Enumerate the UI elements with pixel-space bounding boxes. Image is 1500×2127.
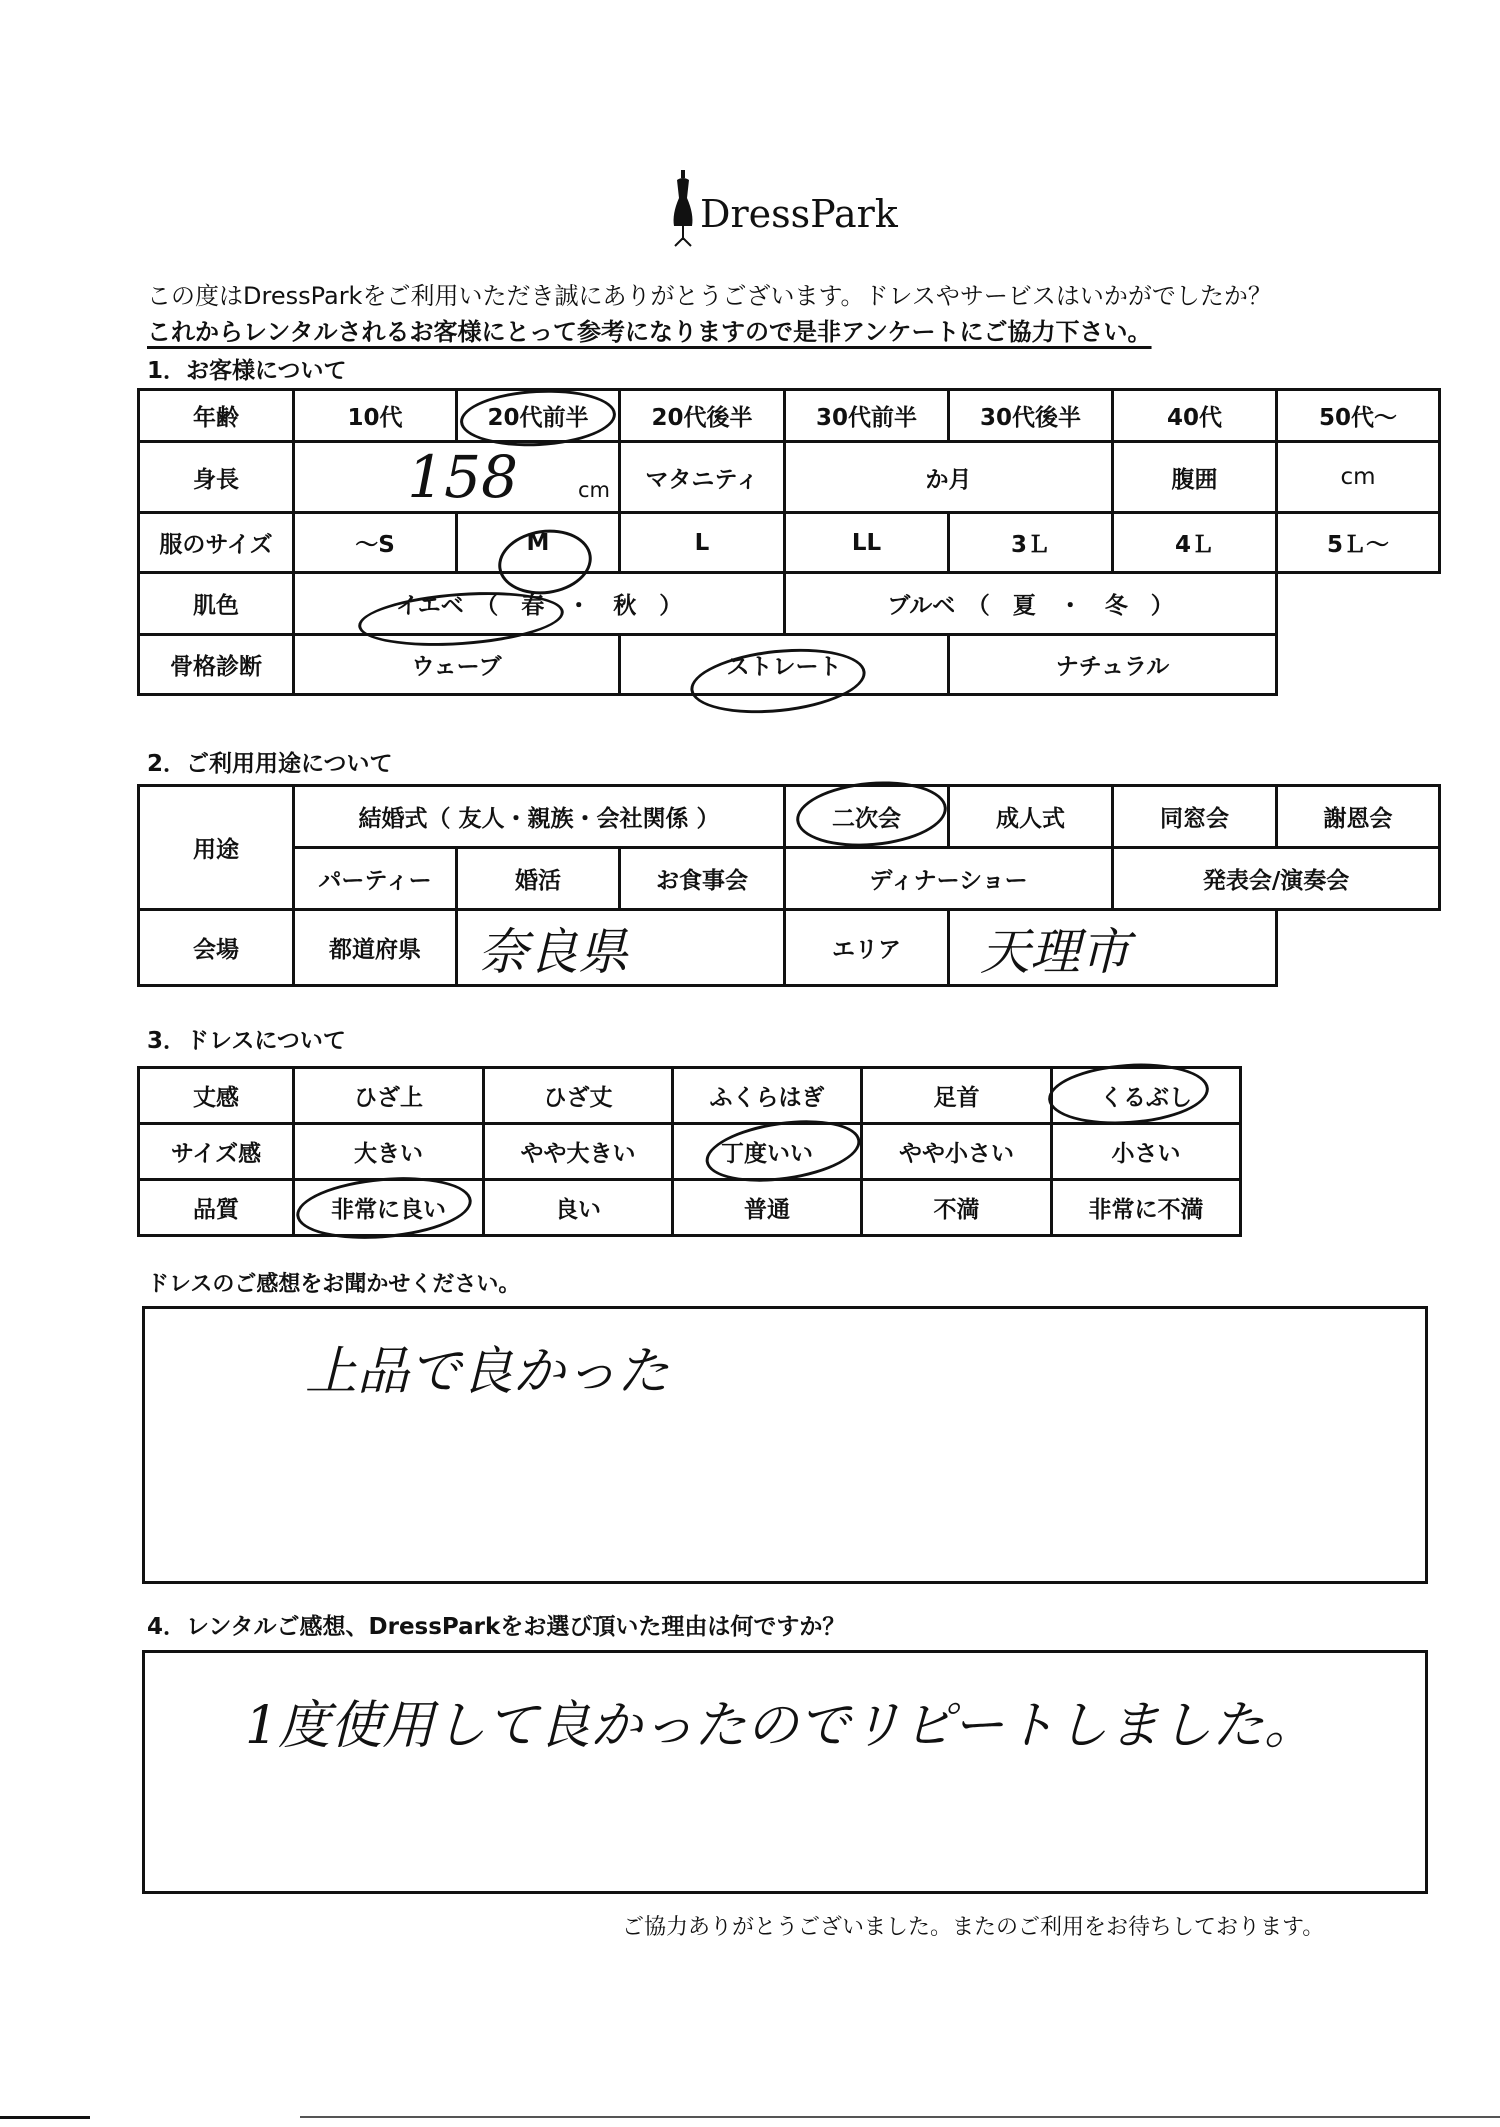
scan-edge-mark [0,2116,90,2119]
length-row [139,1068,1241,1124]
age-option-late-20s[interactable]: 20代後半 [620,390,785,442]
size-option-l[interactable]: L [620,513,785,573]
maternity-label: マタニティ [620,442,785,513]
purpose-option-reunion[interactable]: 同窓会 [1113,786,1277,848]
belly-unit: cm [1340,464,1376,490]
length-option-knee[interactable]: ひざ丈 [484,1068,673,1124]
section-1-title: 1．お客様について [147,358,347,384]
quality-option-excellent[interactable]: 非常に良い [294,1180,484,1236]
purpose-row-1 [139,786,1440,848]
age-option-late-30s[interactable]: 30代後半 [949,390,1113,442]
size-option-m[interactable]: M [457,513,620,573]
purpose-row-2 [139,848,1440,910]
skin-option-blue-base[interactable]: ブルベ （ 夏 ・ 冬 ） [785,573,1277,635]
purpose-option-dinner[interactable]: お食事会 [620,848,785,910]
venue-label: 会場 [139,910,294,986]
height-label: 身長 [139,442,294,513]
months-unit: か月 [925,466,972,493]
size-row [139,513,1440,573]
dress-comment-prompt: ドレスのご感想をお聞かせください。 [147,1272,521,1297]
fit-label: サイズ感 [139,1124,294,1180]
length-option-ankle[interactable]: 足首 [862,1068,1052,1124]
size-option-s[interactable]: ～S [294,513,457,573]
size-option-5l[interactable]: 5Ｌ～ [1277,513,1440,573]
size-option-3l[interactable]: 3Ｌ [949,513,1113,573]
intro-line-1: この度はDressParkをご利用いただき誠にありがとうございます。ドレスやサービスはいかがでしたか？ [147,282,1272,310]
purpose-option-konkatsu[interactable]: 婚活 [457,848,620,910]
age-option-40s[interactable]: 40代 [1113,390,1277,442]
dress-form-icon [670,170,696,250]
rental-comment-box[interactable] [142,1650,1428,1894]
brand-name: DressPark [700,192,898,236]
purpose-option-after-party[interactable]: 二次会 [785,786,949,848]
intro-line-2: これからレンタルされるお客様にとって参考になりますので是非アンケートにご協力下さい。 [147,318,1152,346]
fit-option-small[interactable]: 小さい [1052,1124,1241,1180]
fit-row [139,1124,1241,1180]
skin-option-yellow-base[interactable]: イエベ （ 春 ・ 秋 ） [294,573,785,635]
height-value: 158 [407,443,518,511]
area-label: エリア [785,910,949,986]
area-field[interactable] [949,910,1277,986]
section-3-title: 3．ドレスについて [147,1028,346,1054]
purpose-label: 用途 [139,786,294,910]
maternity-months-field[interactable] [785,442,1113,513]
age-option-early-20s[interactable]: 20代前半 [457,390,620,442]
section-2-title: 2．ご利用用途について [147,751,393,777]
purpose-option-wedding[interactable]: 結婚式（ 友人・親族・会社関係 ） [294,786,785,848]
height-unit: cm [577,478,610,502]
frame-row [139,635,1440,695]
area-value: 天理市 [980,922,1131,981]
length-option-calf[interactable]: ふくらはぎ [673,1068,862,1124]
fit-option-just-right[interactable]: 丁度いい [673,1124,862,1180]
purpose-option-dinner-show[interactable]: ディナーショー [785,848,1113,910]
venue-row [139,910,1440,986]
usage-table [137,784,1441,987]
quality-row [139,1180,1241,1236]
quality-option-good[interactable]: 良い [484,1180,673,1236]
purpose-option-party[interactable]: パーティー [294,848,457,910]
prefecture-value: 奈良県 [478,922,628,981]
quality-option-very-poor[interactable]: 非常に不満 [1052,1180,1241,1236]
frame-label: 骨格診断 [139,635,294,695]
scan-bottom-line [300,2116,1500,2118]
length-option-malleolus[interactable]: くるぶし [1052,1068,1241,1124]
quality-label: 品質 [139,1180,294,1236]
size-option-4l[interactable]: 4Ｌ [1113,513,1277,573]
age-option-10s[interactable]: 10代 [294,390,457,442]
length-option-above-knee[interactable]: ひざ上 [294,1068,484,1124]
frame-option-wave[interactable]: ウェーブ [294,635,620,695]
dress-comment-box[interactable] [142,1306,1428,1584]
section-4-title: 4．レンタルご感想、DressParkをお選び頂いた理由は何ですか？ [147,1614,846,1640]
age-label: 年齢 [139,390,294,442]
purpose-option-coming-of-age[interactable]: 成人式 [949,786,1113,848]
age-option-50s-plus[interactable]: 50代～ [1277,390,1440,442]
dress-comment-text: 上品で良かった [305,1342,670,1402]
prefecture-field[interactable] [457,910,785,986]
brand-logo [670,170,910,260]
quality-option-poor[interactable]: 不満 [862,1180,1052,1236]
purpose-option-thank-you-party[interactable]: 謝恩会 [1277,786,1440,848]
purpose-option-recital[interactable]: 発表会/演奏会 [1113,848,1440,910]
frame-option-straight[interactable]: ストレート [620,635,949,695]
fit-option-slightly-large[interactable]: やや大きい [484,1124,673,1180]
age-option-early-30s[interactable]: 30代前半 [785,390,949,442]
length-label: 丈感 [139,1068,294,1124]
frame-option-natural[interactable]: ナチュラル [949,635,1277,695]
customer-info-table [137,388,1441,696]
fit-option-slightly-small[interactable]: やや小さい [862,1124,1052,1180]
dress-table [137,1066,1242,1237]
quality-option-average[interactable]: 普通 [673,1180,862,1236]
belly-field[interactable] [1277,442,1440,513]
belly-label: 腹囲 [1113,442,1277,513]
prefecture-label: 都道府県 [294,910,457,986]
size-option-ll[interactable]: LL [785,513,949,573]
footer-thanks: ご協力ありがとうございました。またのご利用をお待ちしております。 [622,1915,1325,1940]
height-row [139,442,1440,513]
rental-comment-text: 1度使用して良かったのでリピートしました。 [245,1696,1317,1756]
fit-option-large[interactable]: 大きい [294,1124,484,1180]
size-label: 服のサイズ [139,513,294,573]
skin-row [139,573,1440,635]
age-row [139,390,1440,442]
skin-label: 肌色 [139,573,294,635]
height-field[interactable] [294,442,620,513]
